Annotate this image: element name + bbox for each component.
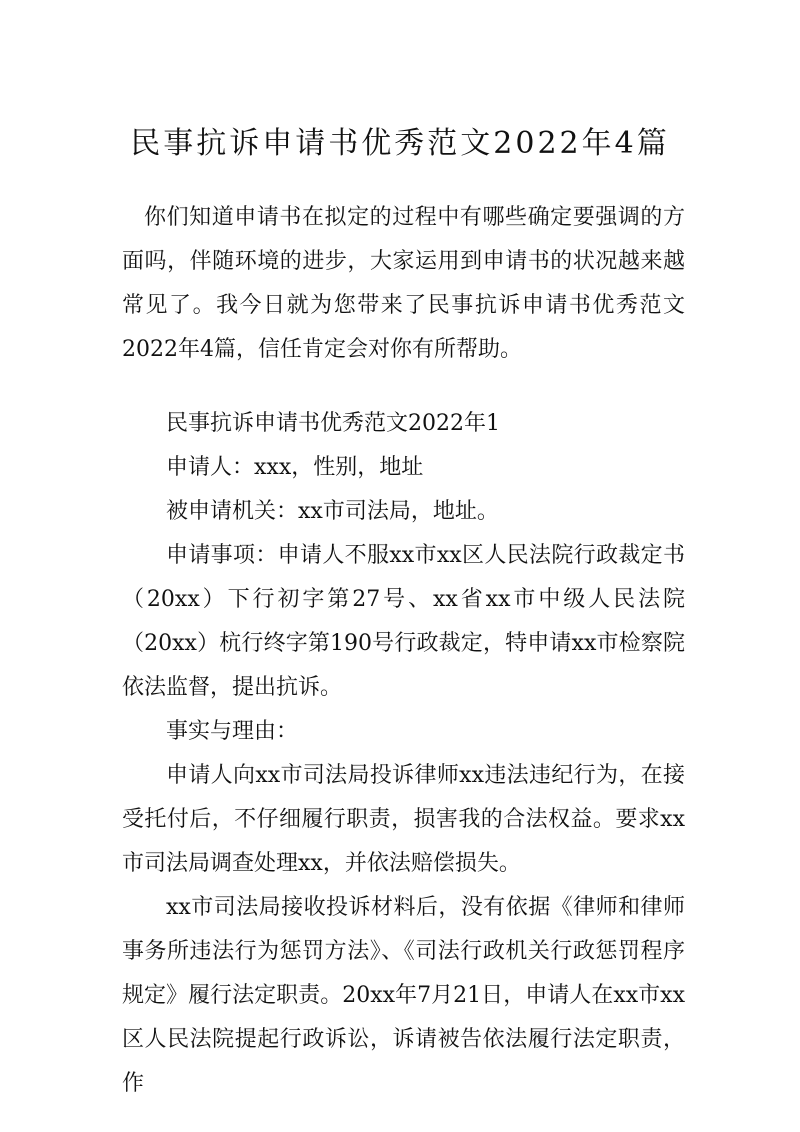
letter-section bbox=[122, 402, 685, 1106]
request-paragraph: 申请事项：申请人不服xx市xx区人民法院行政裁定书（20xx）下行初字第27号、xx省xx市中级人民法院（20xx）杭行终字第190号行政裁定，特申请xx市检察院依法监督，提出抗诉。 bbox=[122, 543, 685, 700]
facts-paragraph-1: 申请人向xx市司法局投诉律师xx违法违纪行为，在接受托付后，不仔细履行职责，损害我的合法权益。要求xx市司法局调查处理xx，并依法赔偿损失。 bbox=[122, 763, 685, 876]
facts-paragraph-2: xx市司法局接收投诉材料后，没有依据《律师和律师事务所违法行为惩罚方法》、《司法行政机关行政惩罚程序规定》履行法定职责。20xx年7月21日，申请人在xx市xx区人民法院提起行政诉讼，诉请被告依法履行法定职责，作 bbox=[122, 895, 685, 1096]
intro-paragraph: 你们知道申请书在拟定的过程中有哪些确定要强调的方面吗，伴随环境的进步，大家运用到申请书的状况越来越常见了。我今日就为您带来了民事抗诉申请书优秀范文2022年4篇，信任肯定会对你有所帮助。 bbox=[122, 205, 685, 362]
respondent-line: 被申请机关：xx市司法局，地址。 bbox=[166, 499, 499, 524]
section-heading: 民事抗诉申请书优秀范文2022年1 bbox=[166, 411, 500, 436]
document-title: 民事抗诉申请书优秀范文2022年4篇 bbox=[130, 126, 670, 161]
applicant-line: 申请人：xxx，性别，地址 bbox=[166, 455, 424, 480]
facts-heading: 事实与理由： bbox=[166, 719, 299, 744]
